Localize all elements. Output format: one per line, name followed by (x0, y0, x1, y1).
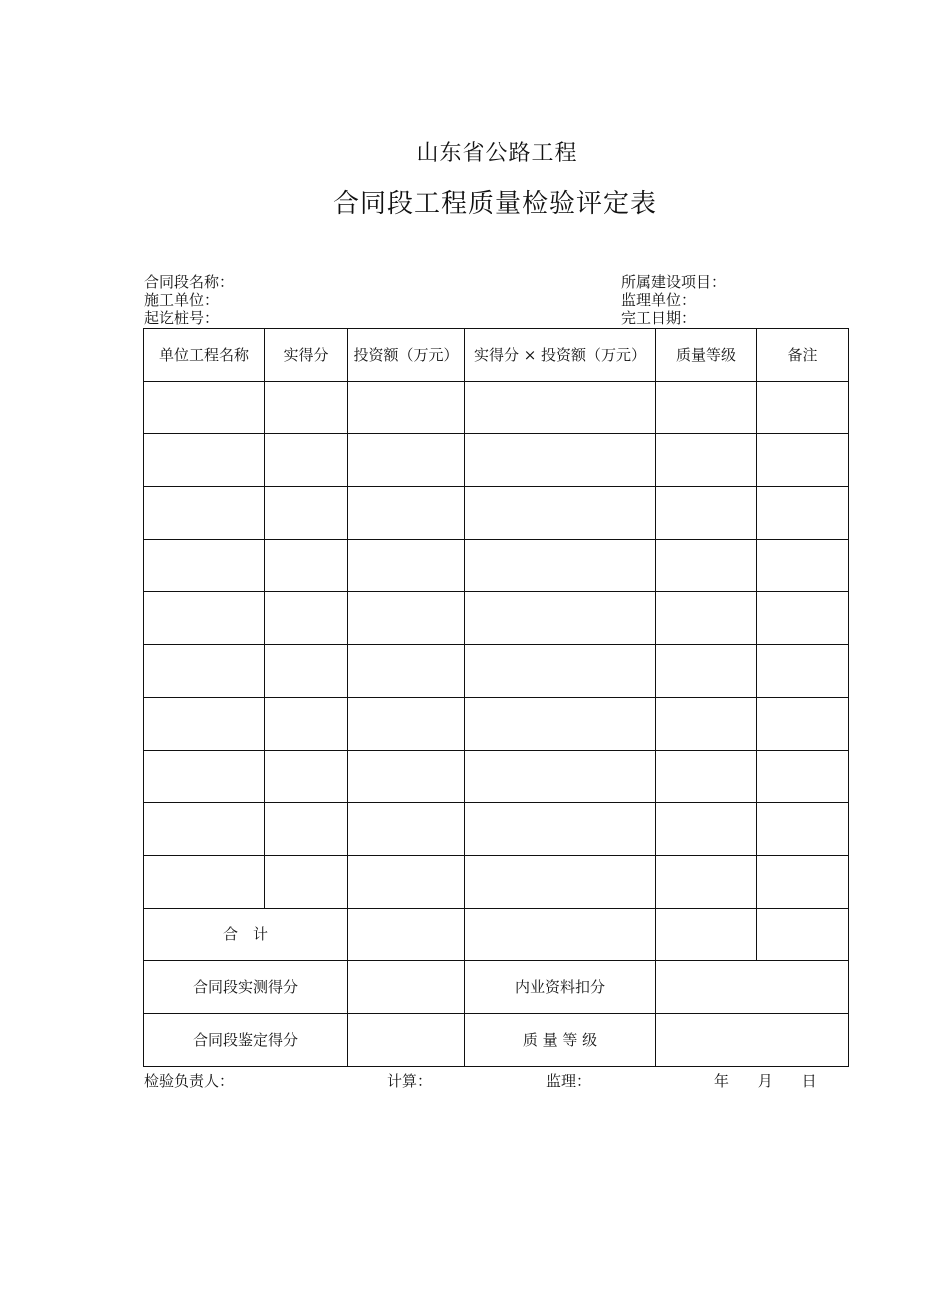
meta-left-block (144, 273, 234, 327)
quality-grade-cell[interactable] (656, 1013, 849, 1066)
date-day-label: 日 (801, 1072, 817, 1090)
investment-cell[interactable] (348, 750, 465, 803)
measured-score-row (144, 961, 849, 1014)
investment-cell[interactable] (348, 434, 465, 487)
table-row (144, 434, 849, 487)
score-times-investment-cell[interactable] (465, 592, 656, 645)
unit-project-name-cell[interactable] (144, 592, 265, 645)
actual-score-cell[interactable] (265, 750, 348, 803)
remarks-cell[interactable] (757, 539, 849, 592)
actual-score-cell[interactable] (265, 539, 348, 592)
remarks-cell[interactable] (757, 645, 849, 698)
quality-evaluation-table (143, 328, 849, 1067)
header-actual-score: 实得分 (265, 329, 348, 382)
measured-score-cell[interactable] (348, 961, 465, 1014)
table-row (144, 487, 849, 540)
quality-grade-cell[interactable] (656, 803, 757, 856)
score-times-investment-cell[interactable] (465, 381, 656, 434)
score-times-investment-cell[interactable] (465, 539, 656, 592)
measured-score-label: 合同段实测得分 (144, 961, 348, 1014)
remarks-cell[interactable] (757, 592, 849, 645)
unit-project-name-cell[interactable] (144, 697, 265, 750)
total-product-cell[interactable] (465, 908, 656, 961)
header-quality-grade: 质量等级 (656, 329, 757, 382)
score-times-investment-cell[interactable] (465, 645, 656, 698)
investment-cell[interactable] (348, 803, 465, 856)
table-row (144, 592, 849, 645)
inspector-signature-label: 检验负责人： (144, 1072, 235, 1090)
quality-grade-cell[interactable] (656, 855, 757, 908)
table-row (144, 697, 849, 750)
header-remarks: 备注 (757, 329, 849, 382)
investment-cell[interactable] (348, 487, 465, 540)
completion-date-label: 完工日期： (621, 309, 697, 327)
construction-project-label: 所属建设项目： (621, 273, 727, 291)
total-label: 合 计 (144, 908, 348, 961)
score-times-investment-cell[interactable] (465, 750, 656, 803)
actual-score-cell[interactable] (265, 803, 348, 856)
total-investment-cell[interactable] (348, 908, 465, 961)
table-row (144, 803, 849, 856)
unit-project-name-cell[interactable] (144, 539, 265, 592)
remarks-cell[interactable] (757, 750, 849, 803)
investment-cell[interactable] (348, 645, 465, 698)
actual-score-cell[interactable] (265, 487, 348, 540)
total-grade-cell[interactable] (656, 908, 757, 961)
remarks-cell[interactable] (757, 434, 849, 487)
document-subtitle: 山东省公路工程 (416, 141, 578, 166)
remarks-cell[interactable] (757, 803, 849, 856)
deduction-cell[interactable] (656, 961, 849, 1014)
investment-cell[interactable] (348, 697, 465, 750)
remarks-cell[interactable] (757, 697, 849, 750)
quality-grade-cell[interactable] (656, 645, 757, 698)
score-times-investment-cell[interactable] (465, 803, 656, 856)
score-times-investment-cell[interactable] (465, 487, 656, 540)
date-year-label: 年 (714, 1072, 730, 1090)
deduction-label: 内业资料扣分 (465, 961, 656, 1014)
score-times-investment-cell[interactable] (465, 855, 656, 908)
appraisal-score-label: 合同段鉴定得分 (144, 1013, 348, 1066)
actual-score-cell[interactable] (265, 592, 348, 645)
unit-project-name-cell[interactable] (144, 487, 265, 540)
table-row (144, 855, 849, 908)
header-unit-project-name: 单位工程名称 (144, 329, 265, 382)
appraisal-score-row (144, 1013, 849, 1066)
appraisal-score-cell[interactable] (348, 1013, 465, 1066)
investment-cell[interactable] (348, 855, 465, 908)
quality-grade-cell[interactable] (656, 434, 757, 487)
contract-section-name-label: 合同段名称： (144, 273, 235, 291)
signature-date (714, 1070, 841, 1091)
actual-score-cell[interactable] (265, 645, 348, 698)
date-month-label: 月 (757, 1072, 773, 1090)
total-row (144, 908, 849, 961)
chainage-range-label: 起讫桩号： (144, 309, 220, 327)
document-title: 合同段工程质量检验评定表 (332, 189, 657, 219)
total-remarks-cell[interactable] (757, 908, 849, 961)
investment-cell[interactable] (348, 381, 465, 434)
remarks-cell[interactable] (757, 381, 849, 434)
table-row (144, 750, 849, 803)
quality-grade-cell[interactable] (656, 487, 757, 540)
table-row (144, 539, 849, 592)
meta-right-block (621, 273, 726, 327)
calculation-signature-label: 计算： (387, 1072, 433, 1090)
quality-grade-cell[interactable] (656, 381, 757, 434)
actual-score-cell[interactable] (265, 697, 348, 750)
unit-project-name-cell[interactable] (144, 381, 265, 434)
investment-cell[interactable] (348, 592, 465, 645)
remarks-cell[interactable] (757, 487, 849, 540)
header-score-times-investment: 实得分 × 投资额（万元） (465, 329, 656, 382)
header-row (144, 329, 849, 382)
score-times-investment-cell[interactable] (465, 697, 656, 750)
investment-cell[interactable] (348, 539, 465, 592)
supervision-signature-label: 监理： (546, 1072, 592, 1090)
actual-score-cell[interactable] (265, 855, 348, 908)
remarks-cell[interactable] (757, 855, 849, 908)
actual-score-cell[interactable] (265, 381, 348, 434)
construction-unit-label: 施工单位： (144, 291, 220, 309)
table-row (144, 381, 849, 434)
unit-project-name-cell[interactable] (144, 855, 265, 908)
unit-project-name-cell[interactable] (144, 750, 265, 803)
quality-grade-cell[interactable] (656, 750, 757, 803)
supervision-unit-label: 监理单位： (621, 291, 697, 309)
actual-score-cell[interactable] (265, 434, 348, 487)
header-investment: 投资额（万元） (348, 329, 465, 382)
score-times-investment-cell[interactable] (465, 434, 656, 487)
unit-project-name-cell[interactable] (144, 803, 265, 856)
unit-project-name-cell[interactable] (144, 645, 265, 698)
quality-grade-cell[interactable] (656, 592, 757, 645)
quality-grade-cell[interactable] (656, 539, 757, 592)
quality-grade-label: 质 量 等 级 (465, 1013, 656, 1066)
table-row (144, 645, 849, 698)
quality-grade-cell[interactable] (656, 697, 757, 750)
unit-project-name-cell[interactable] (144, 434, 265, 487)
